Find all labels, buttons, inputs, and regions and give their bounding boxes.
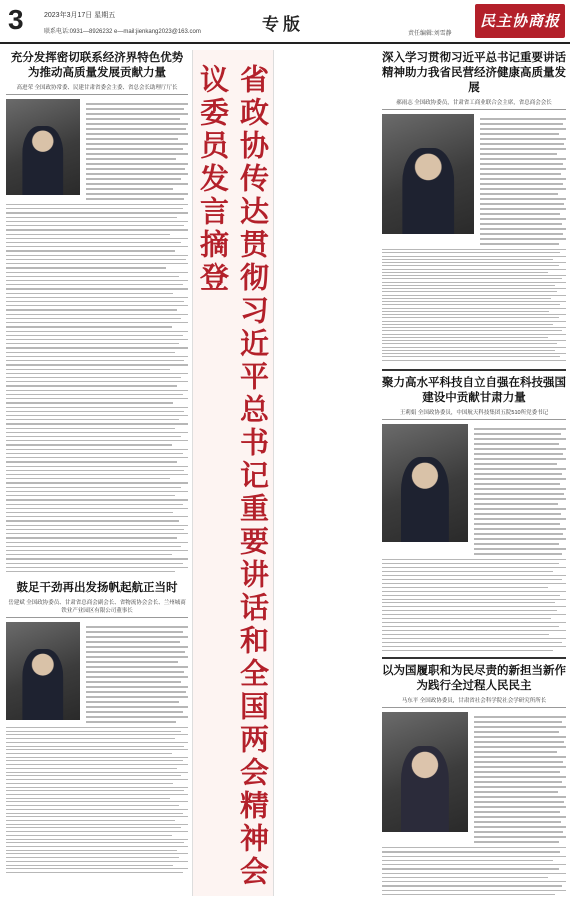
left-column (6, 50, 188, 873)
author-photo (6, 99, 80, 195)
article-body-text (6, 723, 188, 873)
article-author: 郝雨志 全国政协委员，甘肃省工商业联合会主席，省总商会会长 (382, 98, 566, 110)
article-title: 充分发挥密切联系经济界特色优势为推动高质量发展贡献力量 (10, 50, 184, 79)
main-headline: 省政协传达贯彻习近平总书记重要讲话和全国两会精神会议委员发言摘登 (196, 64, 270, 889)
article-header-left-bottom (6, 580, 188, 618)
author-photo (382, 424, 468, 542)
article-title: 鼓足干劲再出发扬帆起航正当时 (16, 580, 178, 594)
article-body-text (480, 114, 566, 245)
editor-credit: 责任编辑:刘雪静 (408, 31, 452, 37)
article-body-text (280, 52, 375, 892)
article-body-text (86, 622, 188, 723)
article-body-text (86, 99, 188, 200)
article-header-right-bottom (382, 663, 566, 708)
article-body-text (474, 712, 566, 843)
section-name: 专版 (262, 15, 304, 35)
article-author: 高进荣 全国政协常委、民建甘肃省委会主委、省总会长助理厅厅长 (6, 83, 188, 95)
article-title: 深入学习贯彻习近平总书记重要讲话精神助力我省民营经济健康高质量发展 (382, 50, 566, 94)
page-number: 3 (8, 4, 24, 35)
article-body-text (382, 555, 566, 651)
newspaper-logo: 民主协商报 (475, 4, 565, 38)
article-title: 以为国履职和为民尽责的新担当新作为践行全过程人民民主 (382, 663, 566, 692)
article-body-text (382, 843, 566, 895)
article-header-right-middle (382, 375, 566, 420)
article-header-left-top (6, 50, 188, 95)
author-photo (6, 622, 80, 720)
author-photo (382, 114, 474, 234)
middle-column (280, 52, 375, 892)
article-author: 王莉娟 全国政协委员，中国航天科技集团五院510所党委书记 (382, 408, 566, 420)
article-author: 马东平 全国政协委员，甘肃省社会科学院社会学研究所所长 (382, 696, 566, 708)
section-divider (382, 657, 566, 659)
contact-info: 联系电话:0931—8926232 e—mail:jienkang2023@163.com (44, 29, 201, 35)
headline-banner (192, 50, 274, 896)
article-title: 聚力高水平科技自立自强在科技强国建设中贡献甘肃力量 (382, 375, 566, 404)
author-photo (382, 712, 468, 832)
article-author: 岳建斌 全国政协委员、甘肃省总商会副会长、省物流协会会长、兰州城商铁业产业园区有限公司董事长 (6, 598, 188, 618)
article-body-text (382, 245, 566, 363)
issue-date: 2023年3月17日 星期五 (44, 12, 116, 19)
article-body-text (6, 200, 188, 572)
masthead (0, 0, 570, 44)
article-body-text (474, 424, 566, 555)
right-column (382, 50, 566, 895)
article-header-right-top (382, 50, 566, 110)
section-divider (382, 369, 566, 371)
